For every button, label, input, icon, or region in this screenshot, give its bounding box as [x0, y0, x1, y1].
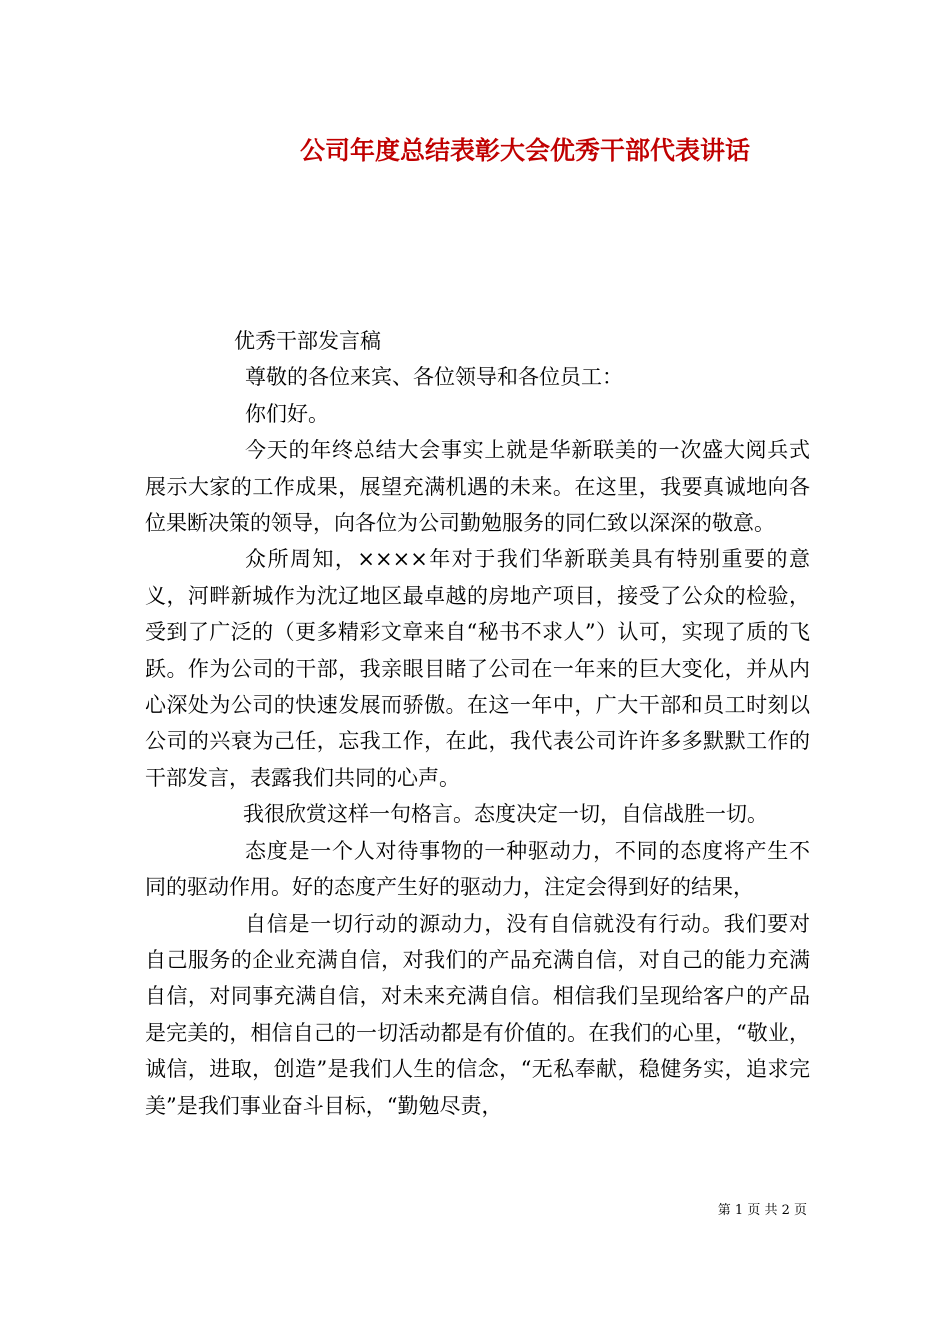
paragraph-body: 众所周知，××××年对于我们华新联美具有特别重要的意义，河畔新城作为沈辽地区最卓越的房地产项目，接受了公众的检验，受到了广泛的（更多精彩文章来自“秘书不求人”）认可，实现了质的飞跃。作为公司的干部，我亲眼目睹了公司在一年来的巨大变化，并从内心深处为公司的快速发展而骄傲。在这一年中，广大干部和员工时刻以公司的兴衰为己任，忘我工作，在此，我代表公司许许多多默默工作的干部发言，表露我们共同的心声。 [145, 547, 810, 790]
paragraph-body: 态度是一个人对待事物的一种驱动力，不同的态度将产生不同的驱动作用。好的态度产生好的驱动力，注定会得到好的结果， [145, 838, 810, 900]
paragraph-heading: 优秀干部发言稿 [234, 329, 381, 353]
paragraph-body: 今天的年终总结大会事实上就是华新联美的一次盛大阅兵式展示大家的工作成果，展望充满机遇的未来。在这里，我要真诚地向各位果断决策的领导，向各位为公司勤勉服务的同仁致以深深的敬意。 [145, 438, 810, 536]
document-body [145, 323, 810, 1124]
document-title: 公司年度总结表彰大会优秀干部代表讲话 [299, 136, 750, 165]
paragraph-body: 我很欣赏这样一句格言。态度决定一切，自信战胜一切。 [243, 802, 768, 827]
paragraph-salutation: 尊敬的各位来宾、各位领导和各位员工： [245, 365, 623, 390]
paragraph-body: 自信是一切行动的源动力，没有自信就没有行动。我们要对自己服务的企业充满自信，对我们的产品充满自信，对自己的能力充满自信，对同事充满自信，对未来充满自信。相信我们呈现给客户的产品是完美的，相信自己的一切活动都是有价值的。在我们的心里，“敬业，诚信，进取，创造”是我们人生的信念，“无私奉献，稳健务实，追求完美”是我们事业奋斗目标，“勤勉尽责， [145, 911, 810, 1118]
paragraph-greeting: 你们好。 [245, 401, 329, 426]
page-number-footer: 第 1 页 共 2 页 [717, 1203, 807, 1218]
